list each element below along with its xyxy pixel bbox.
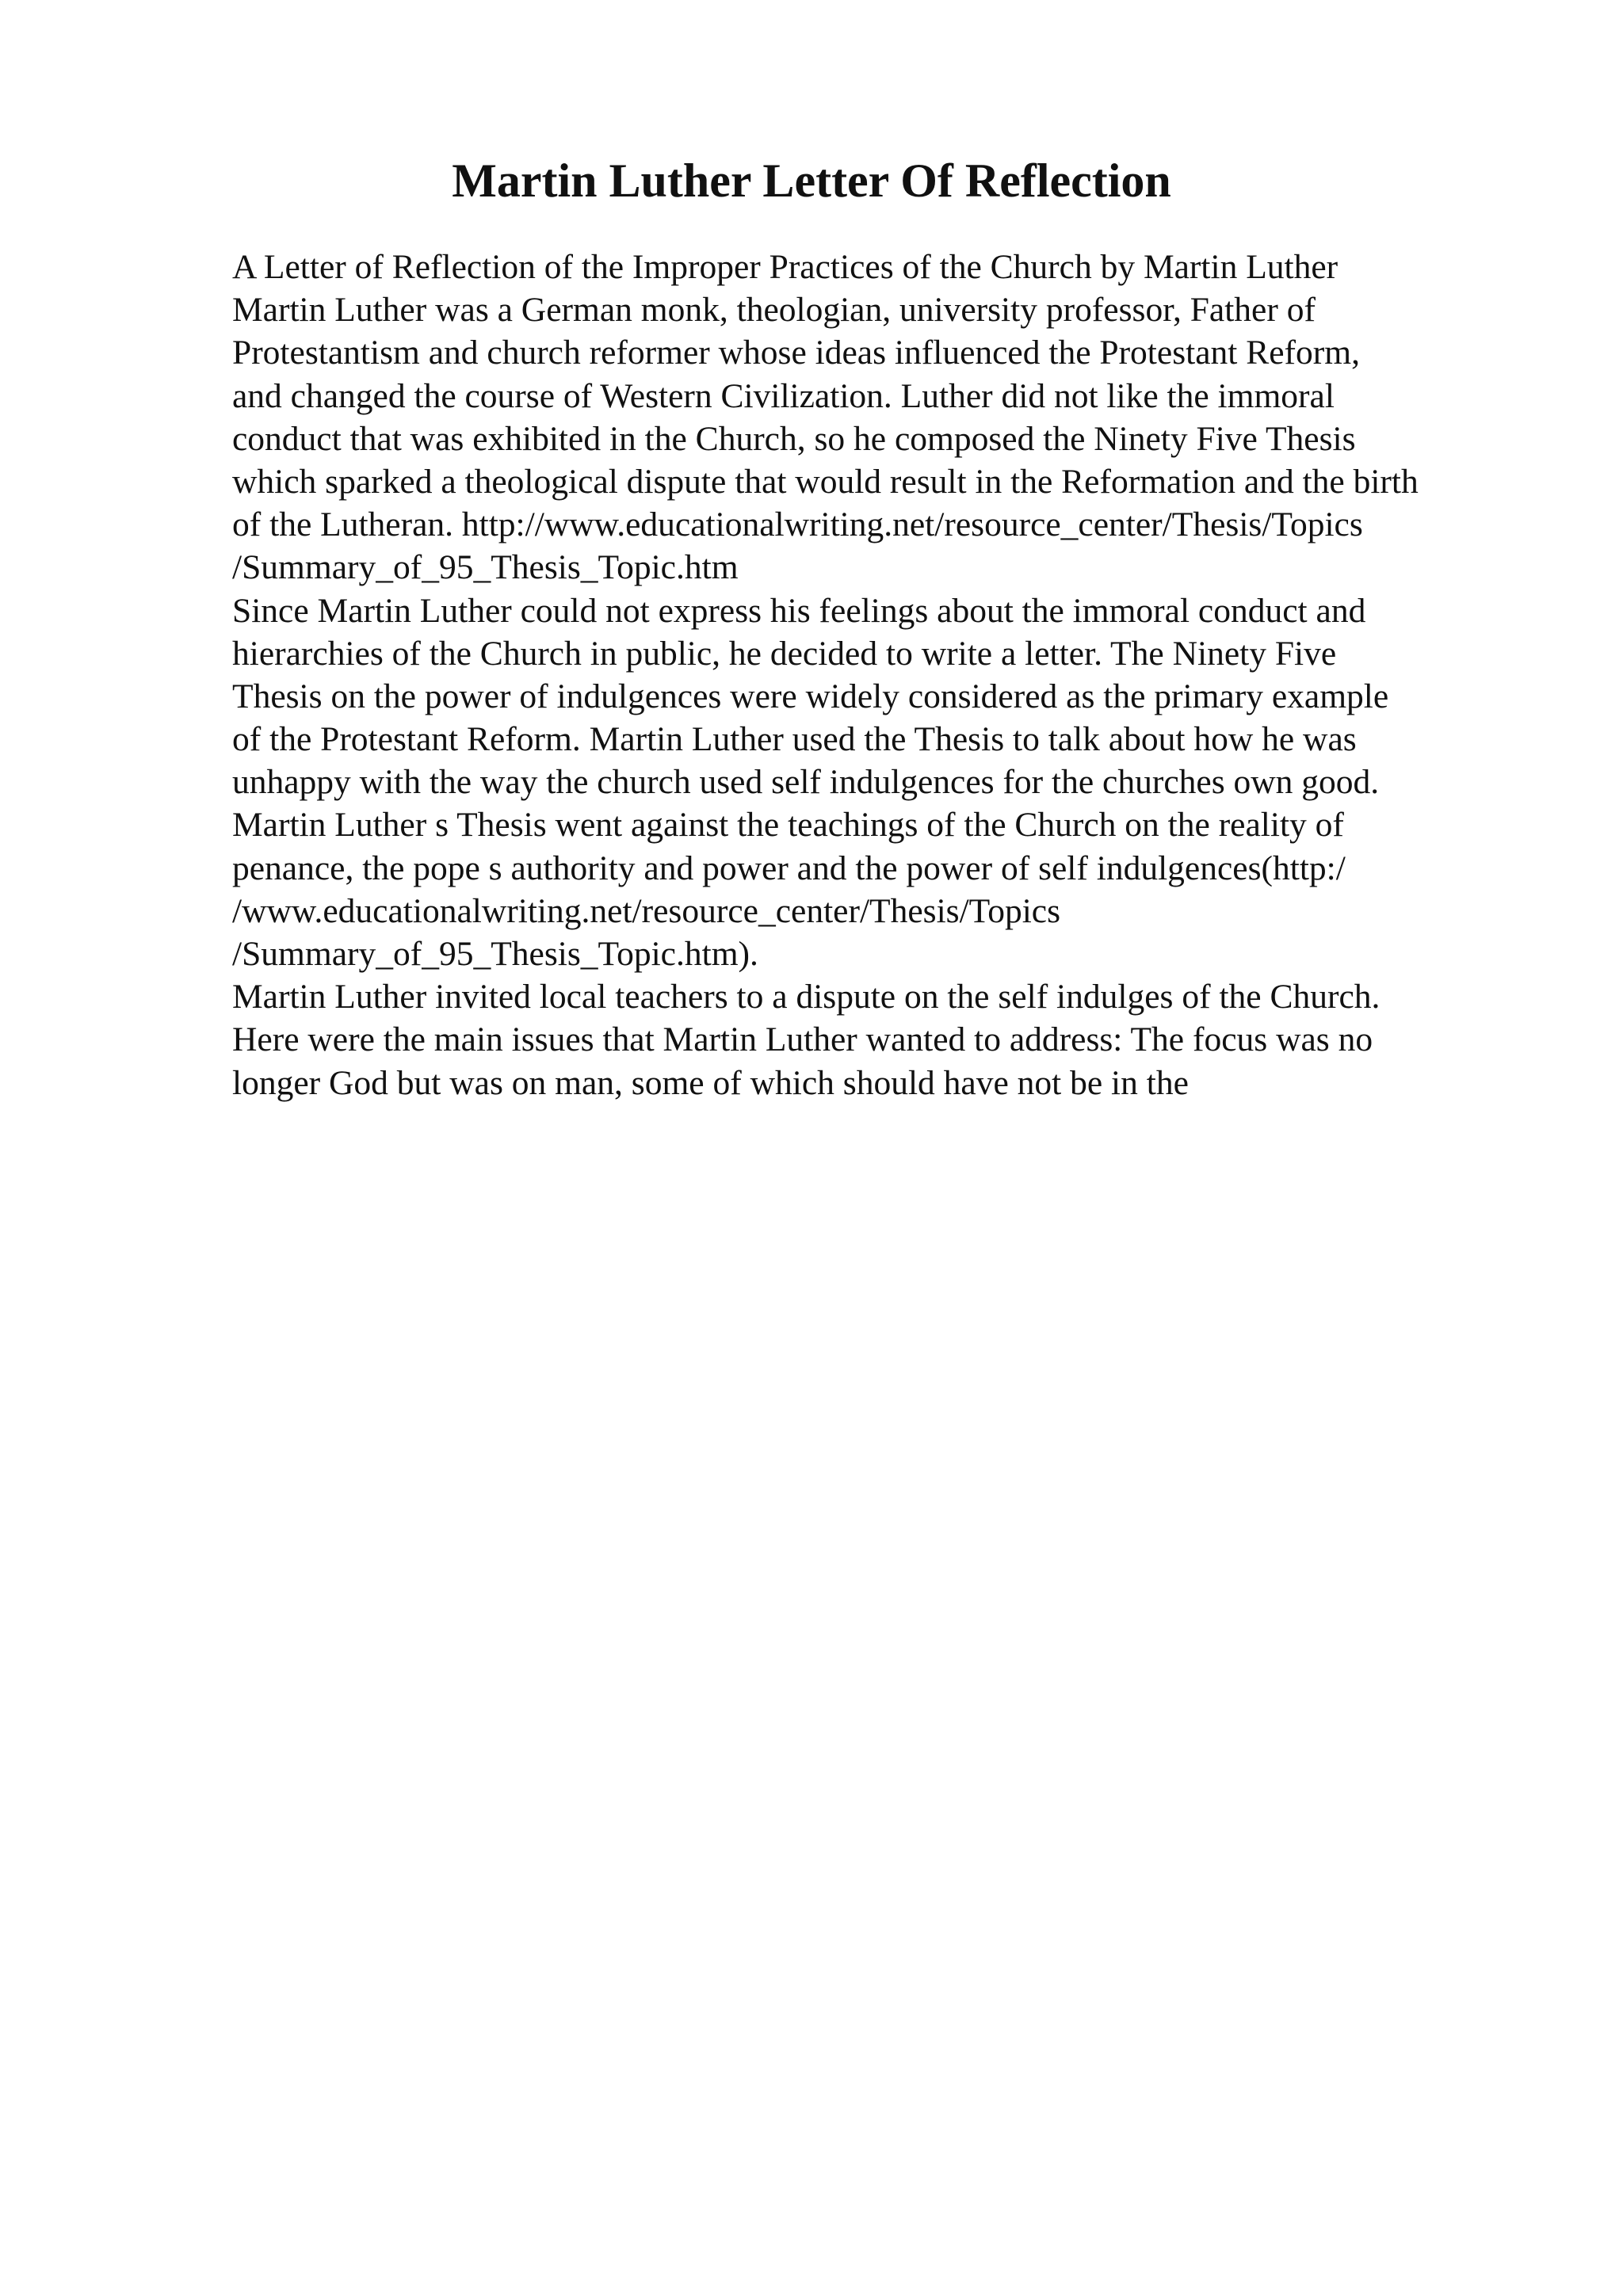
body-line: of the Lutheran. http://www.educationalwriting.net/resource_center/Thesis/Topics	[232, 505, 1363, 544]
body-line: /www.educationalwriting.net/resource_center/Thesis/Topics	[232, 891, 1061, 930]
body-line: Protestantism and church reformer whose ideas influenced the Protestant Reform,	[232, 334, 1360, 372]
body-line: longer God but was on man, some of which should have not be in the	[232, 1063, 1189, 1102]
body-line: hierarchies of the Church in public, he decided to write a letter. The Ninety Five	[232, 634, 1337, 673]
body-line: /Summary_of_95_Thesis_Topic.htm).	[232, 935, 758, 973]
body-line: Thesis on the power of indulgences were widely considered as the primary example	[232, 677, 1389, 715]
body-line: A Letter of Reflection of the Improper Practices of the Church by Martin Luther	[232, 248, 1338, 286]
body-line: conduct that was exhibited in the Church, so he composed the Ninety Five Thesis	[232, 419, 1356, 458]
body-line: penance, the pope s authority and power and the power of self indulgences(http:/	[232, 849, 1346, 887]
body-line: Since Martin Luther could not express his feelings about the immoral conduct and	[232, 591, 1366, 630]
body-line: Martin Luther was a German monk, theologian, university professor, Father of	[232, 291, 1316, 330]
body-line: and changed the course of Western Civilization. Luther did not like the immoral	[232, 376, 1335, 415]
document-body	[232, 246, 1595, 1104]
body-line: which sparked a theological dispute that would result in the Reformation and the birth	[232, 462, 1419, 501]
body-line: Here were the main issues that Martin Luther wanted to address: The focus was no	[232, 1020, 1373, 1059]
body-line: of the Protestant Reform. Martin Luther used the Thesis to talk about how he was	[232, 720, 1357, 759]
body-line: Martin Luther invited local teachers to a dispute on the self indulges of the Church.	[232, 978, 1381, 1016]
document-title: Martin Luther Letter Of Reflection	[452, 154, 1171, 207]
body-line: Martin Luther s Thesis went against the teachings of the Church on the reality of	[232, 806, 1344, 845]
body-line: unhappy with the way the church used self indulgences for the churches own good.	[232, 763, 1380, 802]
body-line: /Summary_of_95_Thesis_Topic.htm	[232, 548, 739, 587]
